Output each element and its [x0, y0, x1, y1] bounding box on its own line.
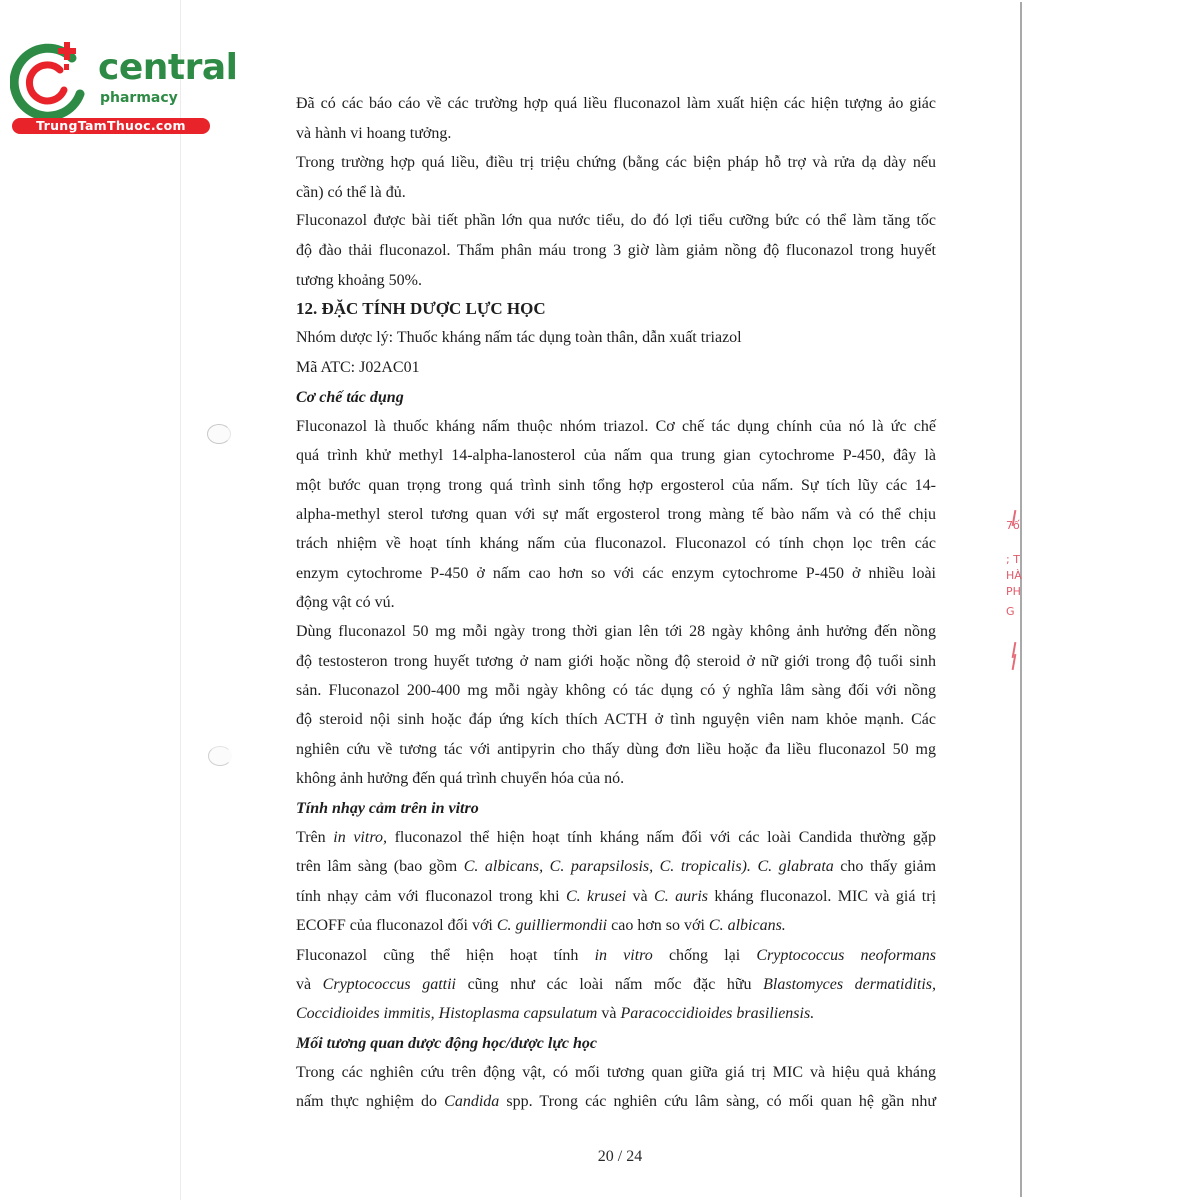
in-vitro-line: trên lâm sàng (bao gồm C. albicans, C. parapsilosis, C. tropicalis). C. glabrata cho thấy giảm	[296, 858, 937, 875]
stamp-text: HÀ	[1006, 569, 1022, 582]
in-vitro-para-2-line: và Cryptococcus gattii cũng như các loài nấm mốc đặc hữu Blastomyces dermatiditis,	[296, 976, 937, 993]
in-vitro-para-2-line: Fluconazol cũng thể hiện hoạt tính in vitro chống lại Cryptococcus neoformans	[296, 947, 937, 964]
mechanism-line: động vật có vú.	[296, 594, 395, 611]
in-vitro-line: ECOFF của fluconazol đối với C. guilliermondii cao hơn so với C. albicans.	[296, 917, 786, 934]
pharmacologic-group: Nhóm dược lý: Thuốc kháng nấm tác dụng toàn thân, dẫn xuất triazol	[296, 329, 742, 346]
page-number: 20 / 24	[597, 1148, 643, 1165]
subheading-mechanism: Cơ chế tác dụng	[296, 389, 404, 406]
mechanism-line: quá trình khử methyl 14-alpha-lanosterol của nấm qua trung gian cytochrome P-450, đây là	[296, 447, 936, 464]
mechanism-line: alpha-methyl sterol tương quan với sự mất ergosterol trong màng tế bào nấm và có thể chịu	[296, 506, 936, 523]
stamp-text: G	[1006, 605, 1015, 618]
mechanism-para-2-line: độ testosteron trong huyết tương ở nam giới hoặc nồng độ steroid ở nữ giới trong độ tuổi sinh	[296, 653, 936, 670]
mechanism-para-2-line: sản. Fluconazol 200-400 mg mỗi ngày không có tác dụng có ý nghĩa lâm sàng đối với nồng	[296, 682, 936, 699]
mechanism-para-2-line: không ảnh hưởng đến quá trình chuyển hóa của nó.	[296, 770, 625, 787]
punch-hole-bottom	[208, 746, 232, 766]
mechanism-line: một bước quan trọng trong quá trình sinh tổng hợp ergosterol của nấm. Sự tích lũy các 14-	[296, 477, 936, 494]
in-vitro-line: tính nhạy cảm với fluconazol trong khi C. krusei và C. auris kháng fluconazol. MIC và giá trị	[296, 888, 937, 905]
mechanism-line: enzym cytochrome P-450 ở nấm cao hơn so với các enzym cytochrome P-450 ở nhiều loài	[296, 565, 936, 582]
overdose-para-2-line: cần) có thể là đủ.	[296, 184, 406, 201]
section-heading: 12. ĐẶC TÍNH DƯỢC LỰC HỌC	[296, 299, 546, 318]
in-vitro-para-2-line: Coccidioides immitis, Histoplasma capsulatum và Paracoccidioides brasiliensis.	[296, 1005, 815, 1022]
pk-pd-line: nấm thực nghiệm do Candida spp. Trong các nghiên cứu lâm sàng, có mối quan hệ gần như	[296, 1093, 937, 1110]
page-edge-left	[180, 0, 181, 1200]
mechanism-para-2-line: Dùng fluconazol 50 mg mỗi ngày trong thời gian lên tới 28 ngày không ảnh hưởng đến nồng	[296, 623, 936, 640]
website-badge: TrungTamThuoc.com	[12, 118, 210, 134]
subheading-pk-pd: Mối tương quan dược động học/dược lực học	[296, 1035, 598, 1052]
mechanism-para-2-line: nghiên cứu về tương tác với antipyrin cho thấy dùng đơn liều hoặc đa liều fluconazol 50 mg	[296, 741, 936, 758]
mechanism-line: Fluconazol là thuốc kháng nấm thuộc nhóm triazol. Cơ chế tác dụng chính của nó là ức chế	[296, 418, 936, 435]
brand-subtitle: pharmacy	[100, 90, 178, 106]
punch-hole-top	[207, 424, 231, 444]
overdose-para-3-line: tương khoảng 50%.	[296, 272, 423, 289]
in-vitro-line: Trên in vitro, fluconazol thể hiện hoạt tính kháng nấm đối với các loài Candida thường gặp	[296, 829, 937, 846]
central-pharmacy-logo	[10, 38, 238, 136]
overdose-para-1-line: Đã có các báo cáo về các trường hợp quá liều fluconazol làm xuất hiện các hiện tượng ảo giác	[296, 95, 936, 112]
pk-pd-line: Trong các nghiên cứu trên động vật, có mối tương quan giữa giá trị MIC và hiệu quả kháng	[296, 1064, 936, 1081]
mechanism-para-2-line: độ steroid nội sinh hoặc đáp ứng kích thích ACTH ở tình nguyện viên nam khỏe mạnh. Các	[296, 711, 936, 728]
brand-name: central	[98, 47, 238, 88]
atc-code: Mã ATC: J02AC01	[296, 359, 420, 376]
overdose-para-3-line: Fluconazol được bài tiết phần lớn qua nước tiểu, do đó lợi tiểu cưỡng bức có thể làm tăng tốc	[296, 212, 936, 229]
overdose-para-3-line: độ đào thải fluconazol. Thẩm phân máu trong 3 giờ làm giảm nồng độ fluconazol trong huyết	[296, 242, 936, 259]
stamp-text: ; T	[1006, 553, 1020, 566]
red-stamp-fragment	[1004, 515, 1024, 675]
pharmacy-c-cross-icon	[10, 38, 96, 118]
mechanism-line: trách nhiệm về hoạt tính kháng nấm của fluconazol. Fluconazol có tính chọn lọc trên các	[296, 535, 936, 552]
stamp-text: PH	[1006, 585, 1021, 598]
stamp-text: 7ố	[1006, 519, 1020, 532]
overdose-para-1-line: và hành vi hoang tưởng.	[296, 125, 452, 142]
subheading-in-vitro: Tính nhạy cảm trên in vitro	[296, 800, 479, 817]
overdose-para-2-line: Trong trường hợp quá liều, điều trị triệu chứng (bằng các biện pháp hỗ trợ và rửa dạ dày nếu	[296, 154, 936, 171]
